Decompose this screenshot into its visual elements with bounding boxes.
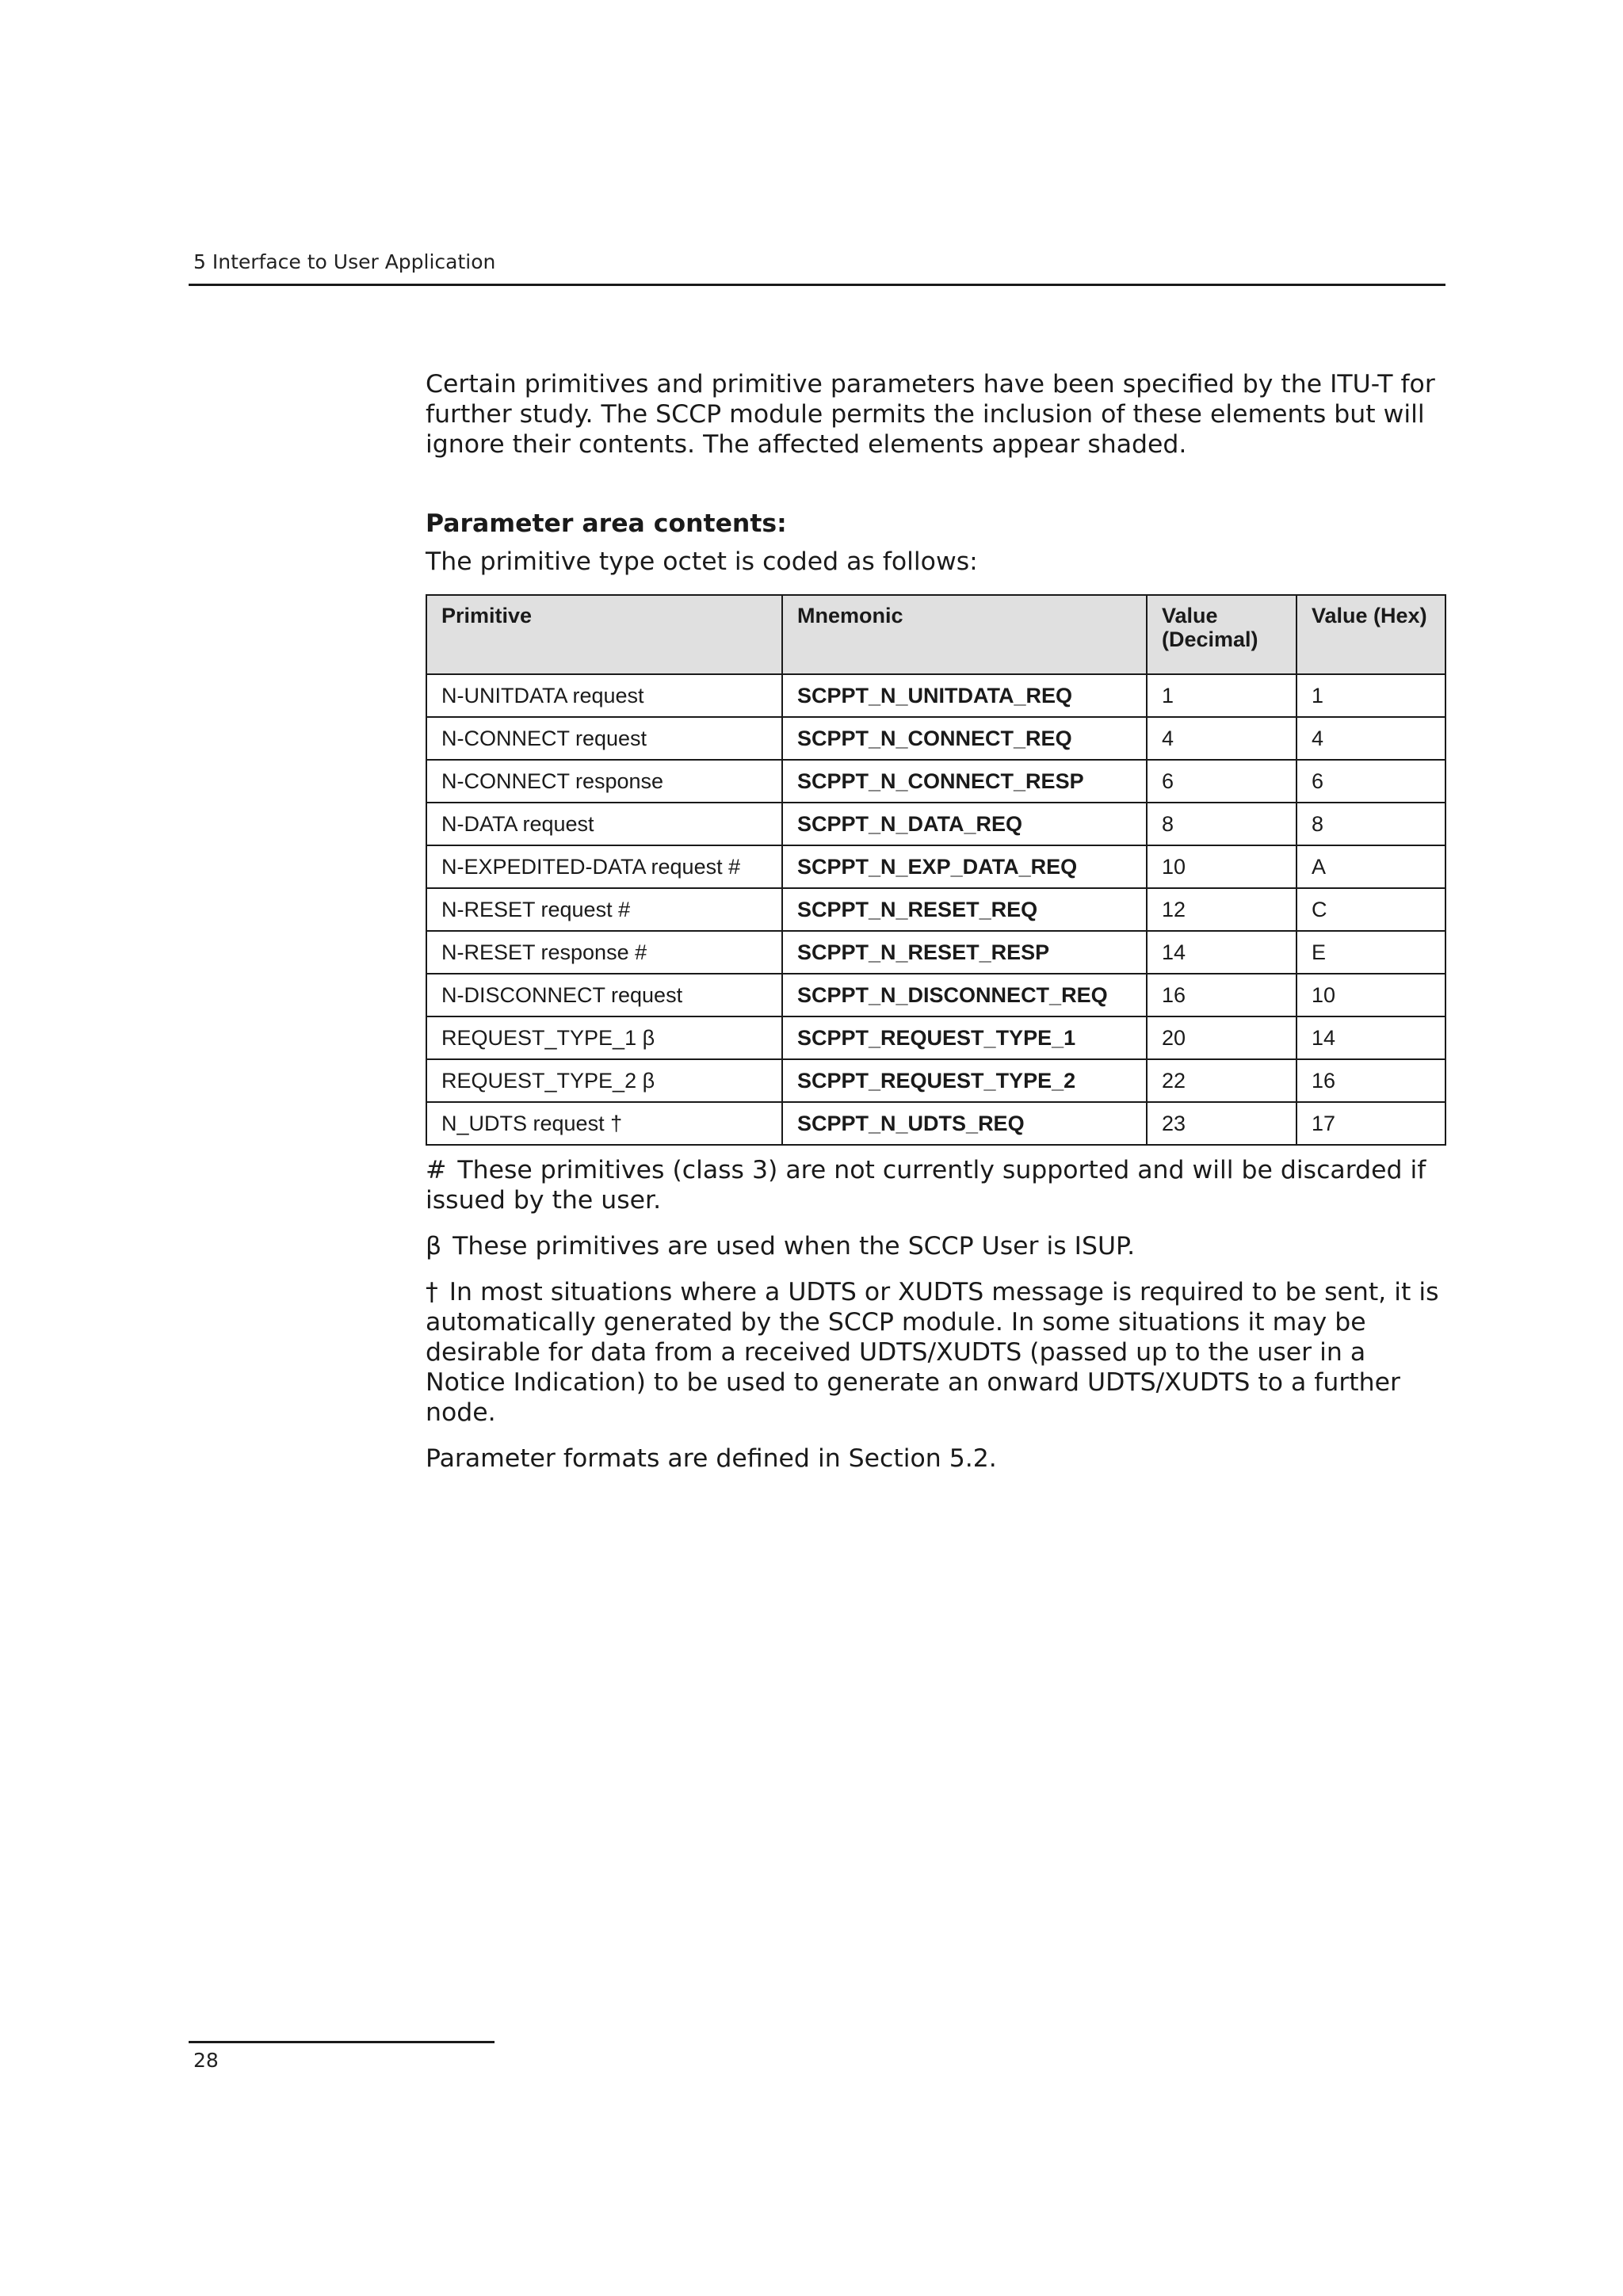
table-row <box>426 974 1445 1016</box>
cell-primitive: N-EXPEDITED-DATA request # <box>426 845 782 888</box>
cell-hex: 16 <box>1296 1059 1445 1102</box>
cell-primitive: N-DATA request <box>426 803 782 845</box>
header-value-decimal: Value (Decimal) <box>1147 595 1296 674</box>
cell-mnemonic: SCPPT_REQUEST_TYPE_2 <box>782 1059 1147 1102</box>
header-mnemonic: Mnemonic <box>782 595 1147 674</box>
cell-hex: 8 <box>1296 803 1445 845</box>
table-row <box>426 888 1445 931</box>
table-row <box>426 931 1445 974</box>
table-row <box>426 1016 1445 1059</box>
cell-primitive: REQUEST_TYPE_2 β <box>426 1059 782 1102</box>
cell-hex: E <box>1296 931 1445 974</box>
header-value-hex: Value (Hex) <box>1296 595 1445 674</box>
cell-mnemonic: SCPPT_N_DISCONNECT_REQ <box>782 974 1147 1016</box>
cell-hex: 14 <box>1296 1016 1445 1059</box>
cell-decimal: 1 <box>1147 674 1296 717</box>
cell-mnemonic: SCPPT_N_UNITDATA_REQ <box>782 674 1147 717</box>
cell-hex: 17 <box>1296 1102 1445 1145</box>
cell-hex: C <box>1296 888 1445 931</box>
table-row <box>426 717 1445 760</box>
note-symbol-dagger: † <box>426 1278 438 1306</box>
page-content <box>426 369 1448 1489</box>
cell-hex: A <box>1296 845 1445 888</box>
cell-mnemonic: SCPPT_N_CONNECT_RESP <box>782 760 1147 803</box>
cell-mnemonic: SCPPT_N_CONNECT_REQ <box>782 717 1147 760</box>
table-row <box>426 845 1445 888</box>
cell-primitive: N-RESET request # <box>426 888 782 931</box>
cell-mnemonic: SCPPT_N_UDTS_REQ <box>782 1102 1147 1145</box>
running-header: 5 Interface to User Application <box>193 250 496 273</box>
note-text: These primitives are used when the SCCP User is ISUP. <box>453 1232 1136 1261</box>
cell-mnemonic: SCPPT_N_DATA_REQ <box>782 803 1147 845</box>
cell-decimal: 8 <box>1147 803 1296 845</box>
table-row <box>426 803 1445 845</box>
cell-hex: 1 <box>1296 674 1445 717</box>
footnotes <box>426 1155 1448 1474</box>
intro-paragraph: Certain primitives and primitive parameters have been specified by the ITU-T for further study. The SCCP module permits the inclusion of these elements but will ignore their contents. The affected elements appear shaded. <box>426 370 1435 459</box>
note-symbol-beta: β <box>426 1232 442 1261</box>
cell-hex: 10 <box>1296 974 1445 1016</box>
cell-primitive: N-CONNECT request <box>426 717 782 760</box>
header-rule <box>189 284 1445 286</box>
cell-decimal: 20 <box>1147 1016 1296 1059</box>
table-row <box>426 760 1445 803</box>
cell-decimal: 16 <box>1147 974 1296 1016</box>
cell-mnemonic: SCPPT_REQUEST_TYPE_1 <box>782 1016 1147 1059</box>
section-heading: Parameter area contents: <box>426 509 787 538</box>
cell-primitive: REQUEST_TYPE_1 β <box>426 1016 782 1059</box>
cell-mnemonic: SCPPT_N_RESET_RESP <box>782 931 1147 974</box>
cell-mnemonic: SCPPT_N_RESET_REQ <box>782 888 1147 931</box>
cell-decimal: 12 <box>1147 888 1296 931</box>
table-row <box>426 674 1445 717</box>
cell-primitive: N-RESET response # <box>426 931 782 974</box>
cell-decimal: 4 <box>1147 717 1296 760</box>
cell-primitive: N-DISCONNECT request <box>426 974 782 1016</box>
cell-decimal: 6 <box>1147 760 1296 803</box>
cell-decimal: 22 <box>1147 1059 1296 1102</box>
page-number: 28 <box>193 2049 219 2072</box>
cell-hex: 4 <box>1296 717 1445 760</box>
note-symbol-hash: # <box>426 1156 447 1184</box>
header-primitive: Primitive <box>426 595 782 674</box>
cell-primitive: N-CONNECT response <box>426 760 782 803</box>
note-text: These primitives (class 3) are not currently supported and will be discarded if issued by the user. <box>426 1156 1426 1215</box>
primitive-type-table <box>426 594 1446 1146</box>
cell-decimal: 23 <box>1147 1102 1296 1145</box>
note-text: In most situations where a UDTS or XUDTS message is required to be sent, it is automatically generated by the SCCP module. In some situations it may be desirable for data from a received UDTS/XUDTS (passed up to the user in a Notice Indication) to be used to generate an onward UDTS/XUDTS to a further node. <box>426 1278 1439 1427</box>
table-header-row <box>426 595 1445 674</box>
cell-hex: 6 <box>1296 760 1445 803</box>
cell-primitive: N-UNITDATA request <box>426 674 782 717</box>
cell-primitive: N_UDTS request † <box>426 1102 782 1145</box>
note-isup <box>426 1231 1448 1261</box>
cell-decimal: 14 <box>1147 931 1296 974</box>
cell-mnemonic: SCPPT_N_EXP_DATA_REQ <box>782 845 1147 888</box>
table-row <box>426 1102 1445 1145</box>
table-intro: The primitive type octet is coded as follows: <box>426 547 978 576</box>
table-row <box>426 1059 1445 1102</box>
footer-rule <box>189 2041 495 2043</box>
cell-decimal: 10 <box>1147 845 1296 888</box>
note-class3 <box>426 1155 1448 1215</box>
note-udts <box>426 1277 1448 1428</box>
closing-paragraph: Parameter formats are defined in Section 5.2. <box>426 1444 997 1473</box>
